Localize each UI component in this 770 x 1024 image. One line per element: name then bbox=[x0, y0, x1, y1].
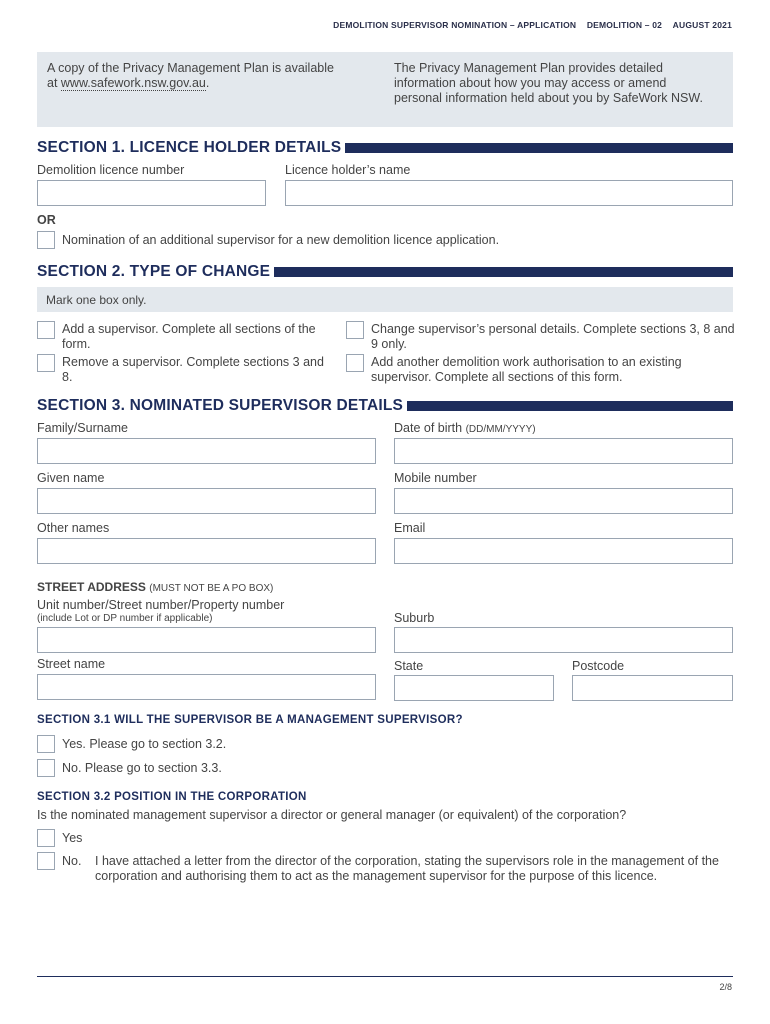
management-no-checkbox[interactable] bbox=[37, 759, 55, 777]
postcode-field[interactable] bbox=[572, 675, 733, 701]
option-add-authorisation-label: Add another demolition work authorisation to an existing supervisor. Complete all sections of this form. bbox=[371, 355, 682, 384]
unit-label: Unit number/Street number/Property number bbox=[37, 598, 285, 612]
position-no-label: I have attached a letter from the director of the corporation, stating the supervisors role in the management of the corporation and authorising them to act as the management supervisor for the purpose of this licence. bbox=[95, 854, 719, 883]
state-field[interactable] bbox=[394, 675, 554, 701]
holder-name-field[interactable] bbox=[285, 180, 733, 206]
postcode-label: Postcode bbox=[572, 659, 625, 673]
management-yes-checkbox[interactable] bbox=[37, 735, 55, 753]
privacy-notice bbox=[37, 52, 733, 127]
section32-heading: SECTION 3.2 POSITION IN THE CORPORATION bbox=[37, 791, 307, 803]
section1-heading: SECTION 1. LICENCE HOLDER DETAILS bbox=[37, 139, 733, 157]
option-add-supervisor-label: Add a supervisor. Complete all sections of the form. bbox=[62, 322, 316, 351]
additional-supervisor-checkbox[interactable] bbox=[37, 231, 55, 249]
mobile-field[interactable] bbox=[394, 488, 733, 514]
given-name-label: Given name bbox=[37, 471, 105, 485]
dob-label: Date of birth (DD/MM/YYYY) bbox=[394, 421, 536, 435]
section3-heading: SECTION 3. NOMINATED SUPERVISOR DETAILS bbox=[37, 397, 733, 415]
page-number: 2/8 bbox=[719, 982, 732, 992]
header-title: DEMOLITION SUPERVISOR NOMINATION – APPLICATION bbox=[333, 20, 577, 30]
option-remove-supervisor-label: Remove a supervisor. Complete sections 3 and 8. bbox=[62, 355, 324, 384]
licence-number-field[interactable] bbox=[37, 180, 266, 206]
surname-label: Family/Surname bbox=[37, 421, 128, 435]
other-names-label: Other names bbox=[37, 521, 110, 535]
dob-field[interactable] bbox=[394, 438, 733, 464]
section2-note: Mark one box only. bbox=[37, 287, 733, 312]
position-no-prefix: No. bbox=[62, 854, 82, 868]
section32-question: Is the nominated management supervisor a director or general manager (or equivalent) of the corporation? bbox=[37, 808, 627, 822]
email-field[interactable] bbox=[394, 538, 733, 564]
position-yes-label: Yes bbox=[62, 831, 83, 845]
email-label: Email bbox=[394, 521, 426, 535]
street-name-field[interactable] bbox=[37, 674, 376, 700]
page-header bbox=[325, 20, 732, 30]
street-name-label: Street name bbox=[37, 657, 106, 671]
or-label: OR bbox=[37, 213, 56, 227]
other-names-field[interactable] bbox=[37, 538, 376, 564]
section31-heading: SECTION 3.1 WILL THE SUPERVISOR BE A MANAGEMENT SUPERVISOR? bbox=[37, 714, 463, 726]
suburb-field[interactable] bbox=[394, 627, 733, 653]
state-label: State bbox=[394, 659, 424, 673]
privacy-link[interactable]: www.safework.nsw.gov.au bbox=[60, 76, 206, 90]
header-date: AUGUST 2021 bbox=[672, 20, 732, 30]
unit-field[interactable] bbox=[37, 627, 376, 653]
given-name-field[interactable] bbox=[37, 488, 376, 514]
suburb-label: Suburb bbox=[394, 611, 435, 625]
additional-supervisor-label: Nomination of an additional supervisor for a new demolition licence application. bbox=[62, 233, 500, 247]
street-address-heading: STREET ADDRESS (MUST NOT BE A PO BOX) bbox=[37, 580, 274, 594]
unit-note: (include Lot or DP number if applicable) bbox=[37, 613, 213, 624]
option-add-authorisation-checkbox[interactable] bbox=[346, 354, 364, 372]
management-no-label: No. Please go to section 3.3. bbox=[62, 761, 222, 775]
holder-name-label: Licence holder’s name bbox=[285, 163, 411, 177]
position-no-checkbox[interactable] bbox=[37, 852, 55, 870]
mobile-label: Mobile number bbox=[394, 471, 477, 485]
surname-field[interactable] bbox=[37, 438, 376, 464]
section2-heading: SECTION 2. TYPE OF CHANGE bbox=[37, 263, 733, 281]
position-yes-checkbox[interactable] bbox=[37, 829, 55, 847]
option-remove-supervisor-checkbox[interactable] bbox=[37, 354, 55, 372]
privacy-left: A copy of the Privacy Management Plan is available at www.safework.nsw.gov.au. bbox=[47, 61, 334, 90]
header-code: DEMOLITION – 02 bbox=[586, 20, 663, 30]
licence-number-label: Demolition licence number bbox=[37, 163, 185, 177]
option-add-supervisor-checkbox[interactable] bbox=[37, 321, 55, 339]
option-change-details-checkbox[interactable] bbox=[346, 321, 364, 339]
option-change-details-label: Change supervisor’s personal details. Complete sections 3, 8 and 9 only. bbox=[371, 322, 735, 351]
privacy-right: The Privacy Management Plan provides detailed information about how you may access or amend personal information held about you by SafeWork NSW. bbox=[394, 61, 703, 105]
footer-rule bbox=[37, 976, 733, 977]
management-yes-label: Yes. Please go to section 3.2. bbox=[62, 737, 227, 751]
